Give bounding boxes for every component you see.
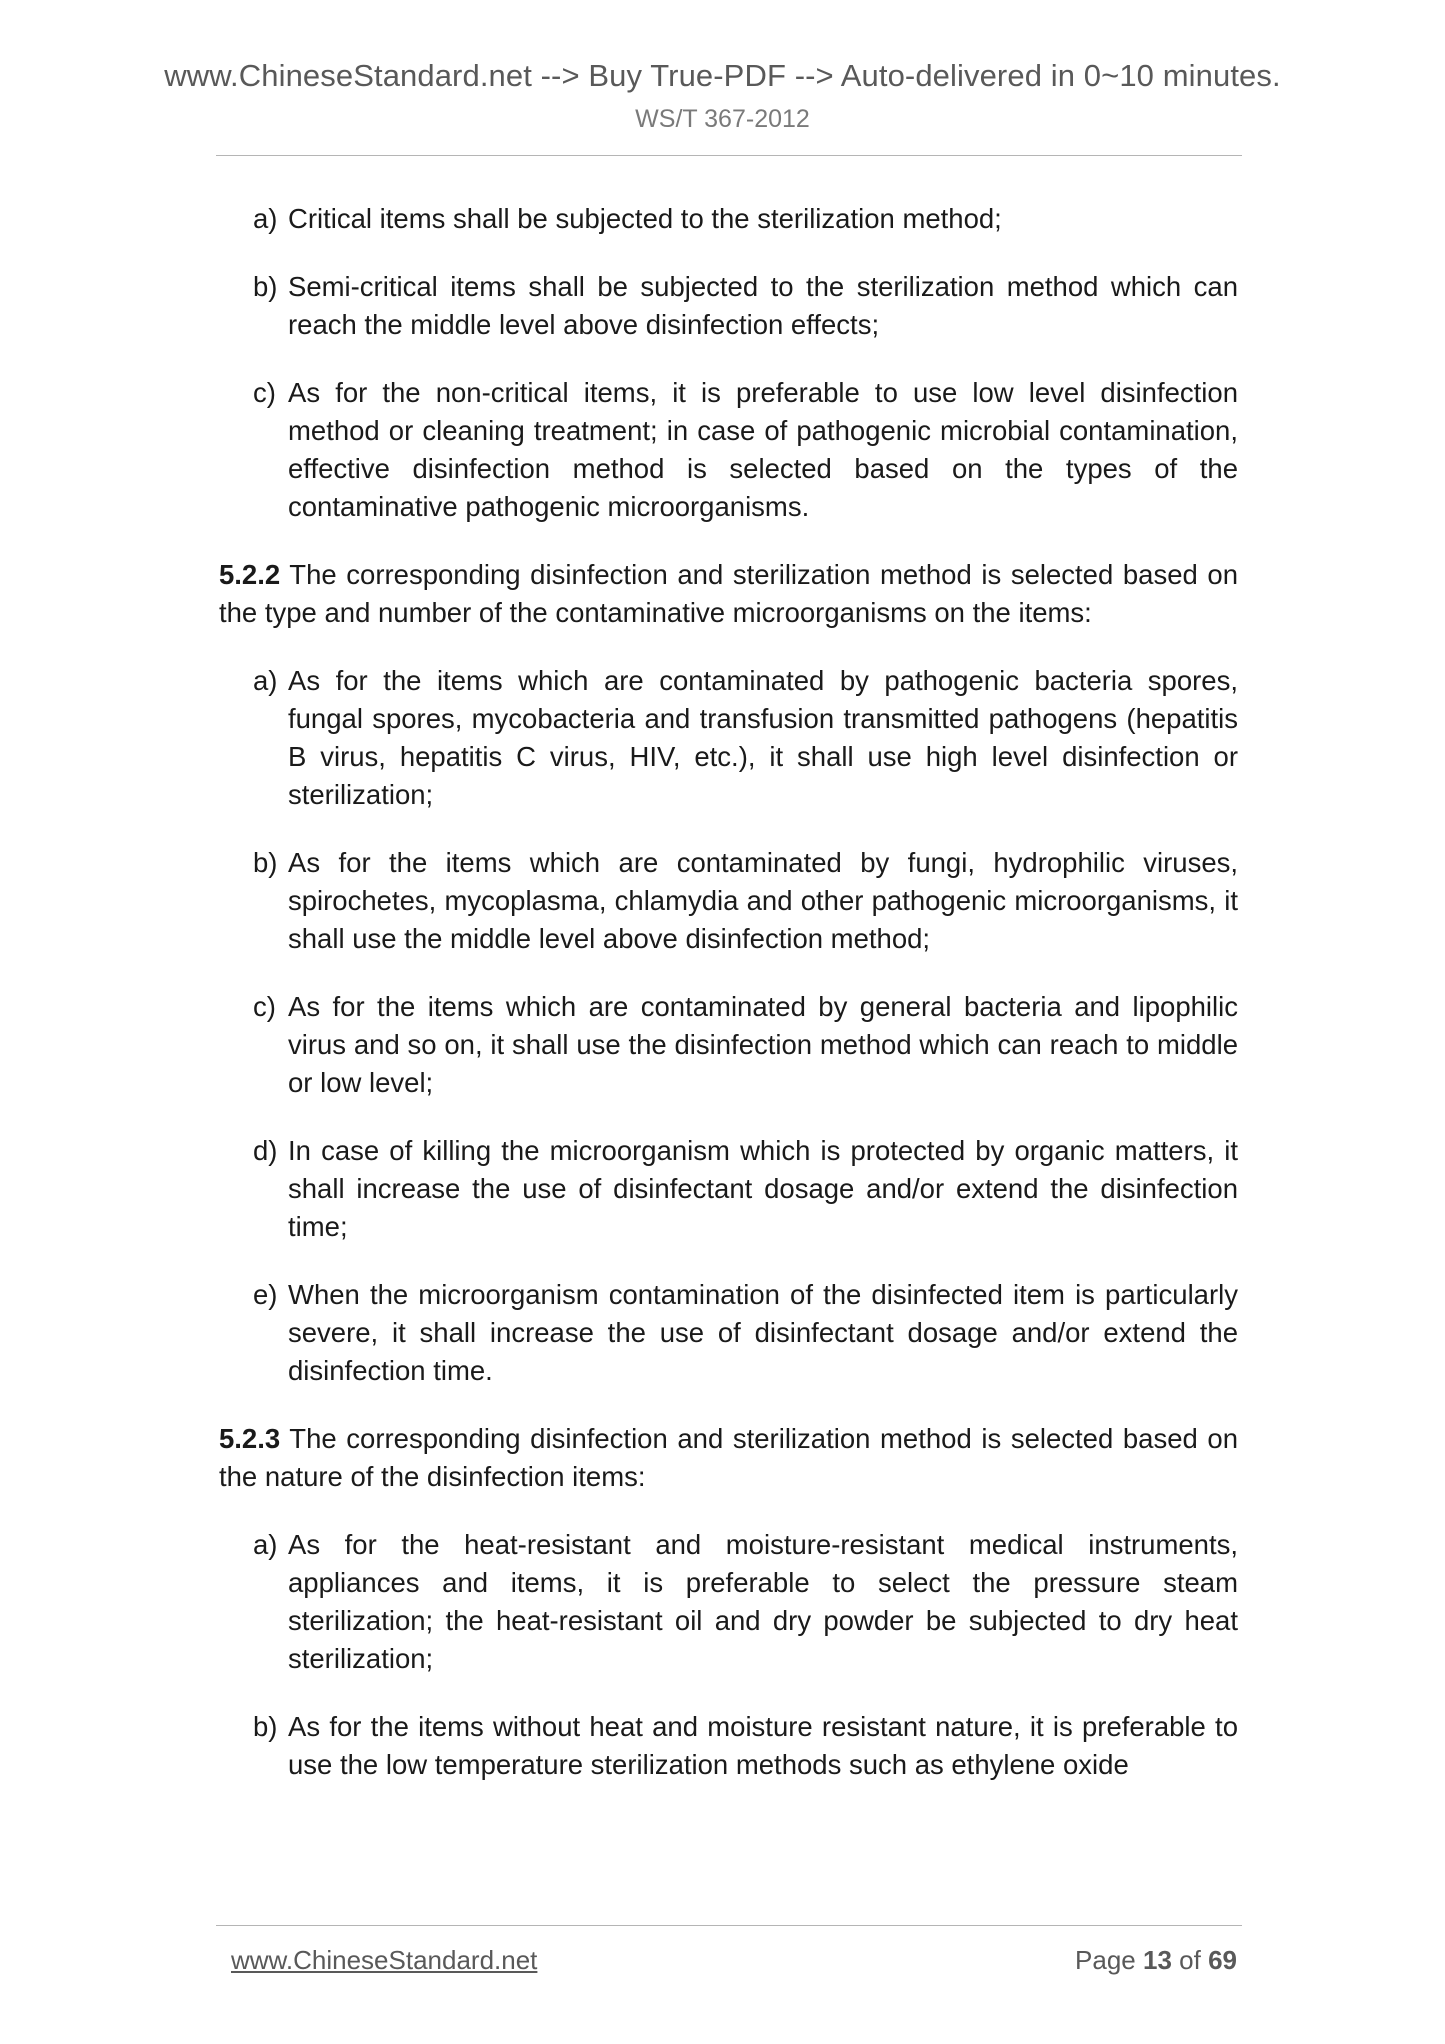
list-item-text: In case of killing the microorganism which is protected by organic matters, it shall increase the use of disinfectant dosage and/or extend the disinfection time; xyxy=(288,1135,1238,1242)
clause-5-2-3 xyxy=(219,1420,1238,1496)
clause-text: The corresponding disinfection and sterilization method is selected based on the type and number of the contaminative microorganisms on the items: xyxy=(219,559,1238,628)
list-item-text: Semi-critical items shall be subjected to the sterilization method which can reach the middle level above disinfection effects; xyxy=(288,271,1238,340)
clause-text: The corresponding disinfection and sterilization method is selected based on the nature of the disinfection items: xyxy=(219,1423,1238,1492)
list-item-text: As for the items without heat and moisture resistant nature, it is preferable to use the low temperature sterilization methods such as ethylene oxide xyxy=(288,1711,1238,1780)
list-item-text: When the microorganism contamination of the disinfected item is particularly severe, it shall increase the use of disinfectant dosage and/or extend the disinfection time. xyxy=(288,1279,1238,1386)
list-item xyxy=(219,200,1238,238)
list-item xyxy=(219,374,1238,526)
list-item-text: As for the non-critical items, it is preferable to use low level disinfection method or cleaning treatment; in case of pathogenic microbial contamination, effective disinfection method is selected based on the types of the contaminative pathogenic microorganisms. xyxy=(288,377,1238,522)
list-item xyxy=(219,662,1238,814)
list-item-tag: e) xyxy=(253,1279,278,1310)
list-item xyxy=(219,1132,1238,1246)
standard-code: WS/T 367-2012 xyxy=(635,105,810,133)
list-item xyxy=(219,844,1238,958)
list-item-tag: b) xyxy=(253,271,278,302)
clause-number: 5.2.2 xyxy=(219,559,281,590)
list-item-text: As for the items which are contaminated by pathogenic bacteria spores, fungal spores, mycobacteria and transfusion transmitted pathogens (hepatitis B virus, hepatitis C virus, HIV, etc.), it shall use high level disinfection or sterilization; xyxy=(288,665,1238,810)
page-label: Page xyxy=(1075,1945,1136,1975)
list-item-text: As for the heat-resistant and moisture-resistant medical instruments, appliances and items, it is preferable to select the pressure steam sterilization; the heat-resistant oil and dry powder be subjected to dry heat sterilization; xyxy=(288,1529,1238,1674)
page-indicator xyxy=(1075,1945,1237,1976)
list-item-text: As for the items which are contaminated by fungi, hydrophilic viruses, spirochetes, mycoplasma, chlamydia and other pathogenic microorganisms, it shall use the middle level above disinfection method; xyxy=(288,847,1238,954)
list-item-tag: c) xyxy=(253,377,276,408)
list-item-text: Critical items shall be subjected to the sterilization method; xyxy=(288,203,1002,234)
of-label: of xyxy=(1179,1945,1201,1975)
list-item xyxy=(219,988,1238,1102)
list-item-tag: a) xyxy=(253,1529,278,1560)
list-item xyxy=(219,268,1238,344)
list-item xyxy=(219,1276,1238,1390)
list-item-tag: b) xyxy=(253,1711,278,1742)
clause-number: 5.2.3 xyxy=(219,1423,281,1454)
footer-site-link[interactable]: www.ChineseStandard.net xyxy=(231,1945,538,1975)
list-item xyxy=(219,1708,1238,1784)
list-item-tag: c) xyxy=(253,991,276,1022)
header-divider xyxy=(216,155,1242,156)
list-item-tag: d) xyxy=(253,1135,278,1166)
page-number: 13 xyxy=(1143,1945,1172,1975)
list-item xyxy=(219,1526,1238,1678)
list-item-tag: a) xyxy=(253,203,278,234)
footer-divider xyxy=(216,1925,1242,1926)
document-body xyxy=(219,200,1238,1814)
list-item-text: As for the items which are contaminated by general bacteria and lipophilic virus and so on, it shall use the disinfection method which can reach to middle or low level; xyxy=(288,991,1238,1098)
list-item-tag: a) xyxy=(253,665,278,696)
page-total: 69 xyxy=(1208,1945,1237,1975)
list-item-tag: b) xyxy=(253,847,278,878)
header-banner: www.ChineseStandard.net --> Buy True-PDF --> Auto-delivered in 0~10 minutes. xyxy=(164,58,1281,93)
clause-5-2-2 xyxy=(219,556,1238,632)
